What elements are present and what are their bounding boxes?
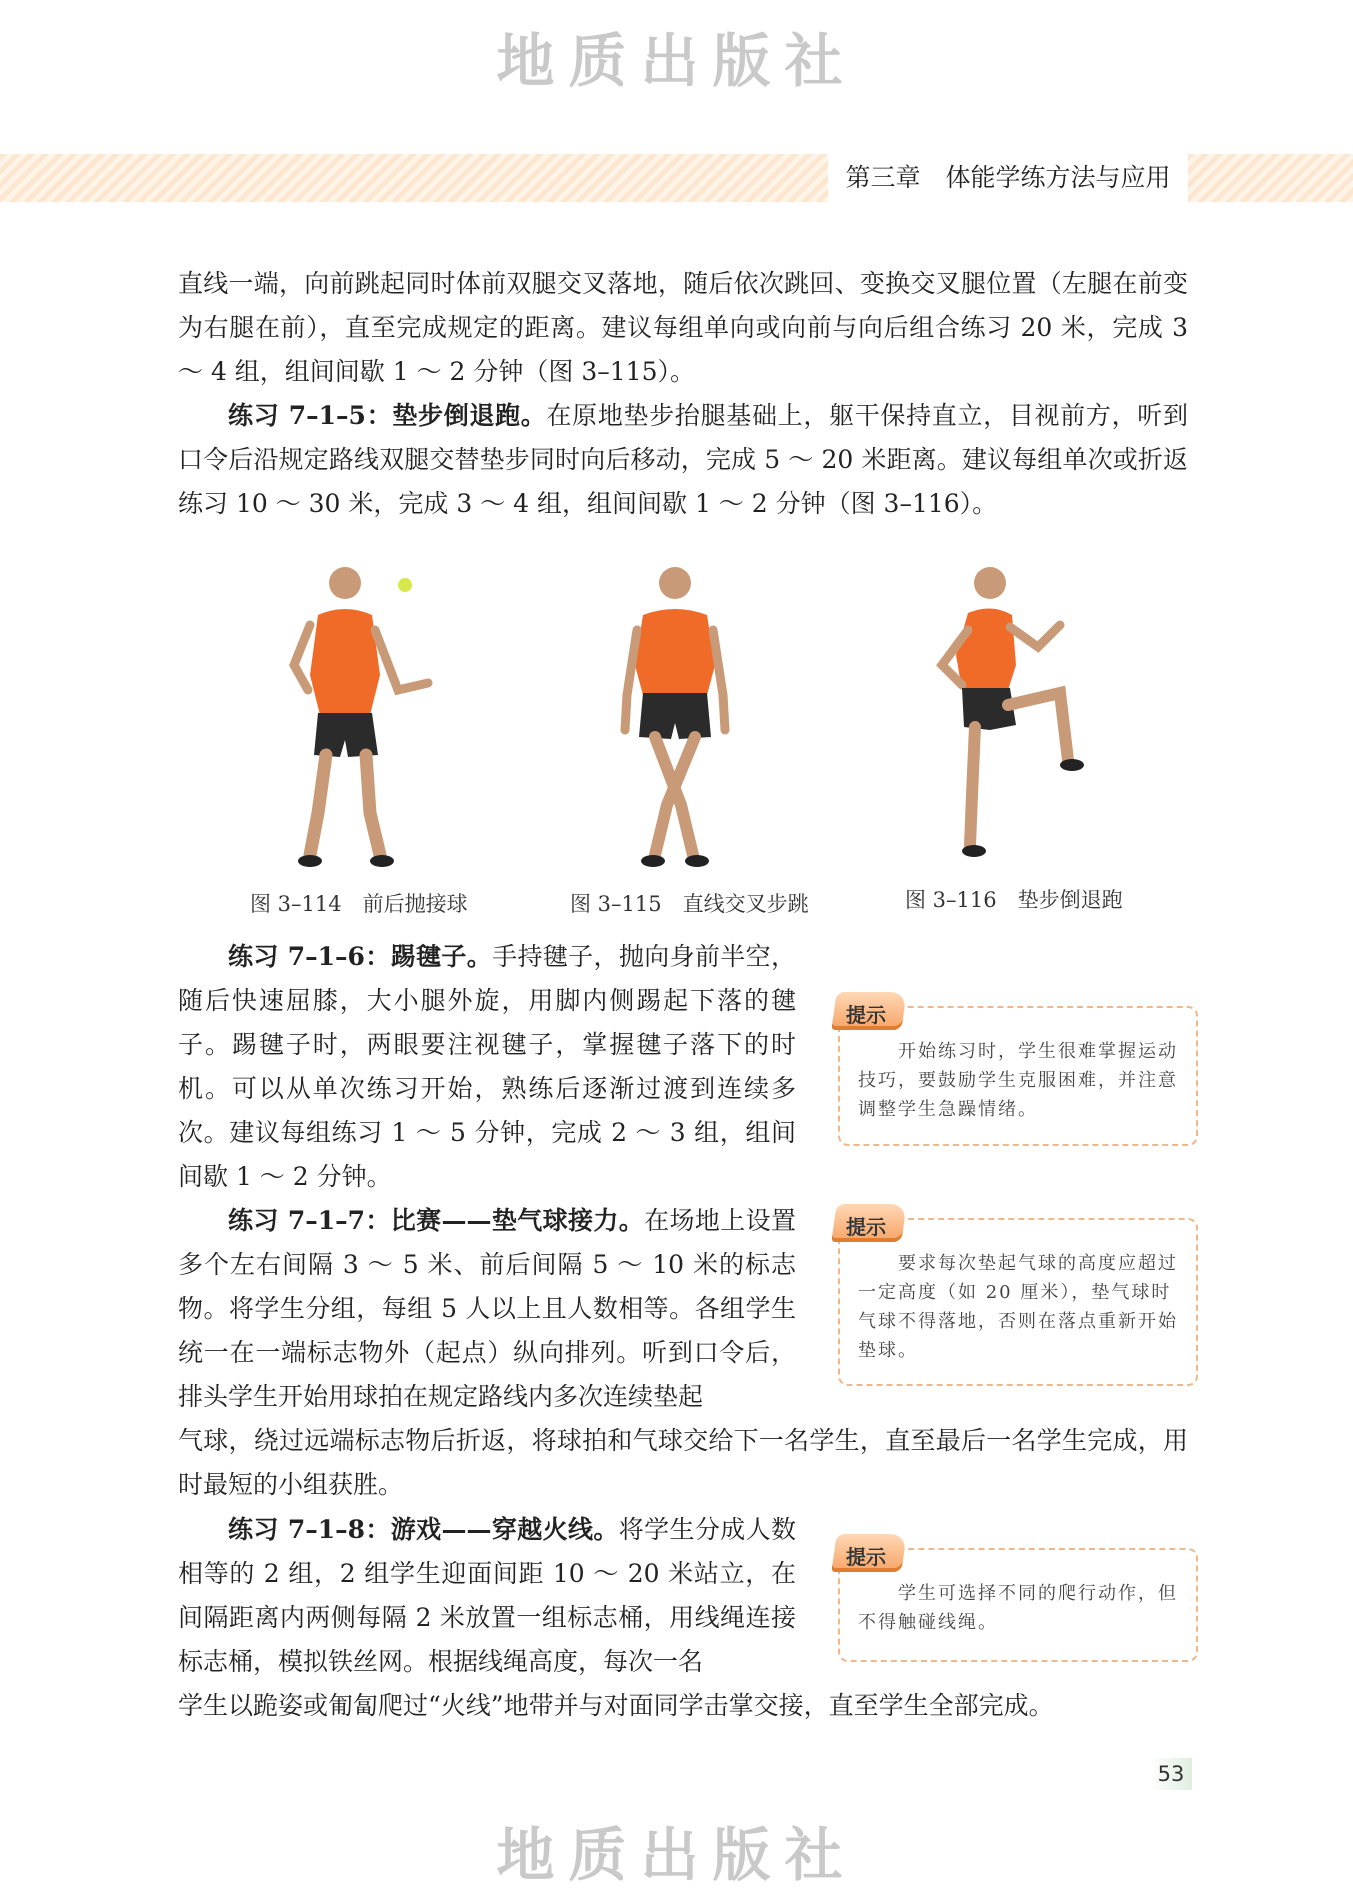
exercise-7-1-7 — [178, 1199, 796, 1419]
publisher-watermark-top: 地质出版社 — [496, 27, 857, 95]
page-number: 53 — [1150, 1758, 1192, 1790]
figure-3-114-caption: 图 3–114 前后抛接球 — [250, 892, 468, 916]
exercise-7-1-5-text: 在原地垫步抬腿基础上，躯干保持直立，目视前方，听到口令后沿规定路线双腿交替垫步同时向后移动，完成 5 ～ 20 米距离。建议每组单次或折返练习 10 ～ 30 米，完成 3 ～ 4 组，组间间歇 1 ～ 2 分钟（图 3–116）。 — [178, 401, 1188, 518]
exercise-7-1-6-text: 手持毽子，抛向身前半空，随后快速屈膝，大小腿外旋，用脚内侧踢起下落的毽子。踢毽子时，两眼要注视毽子，掌握毽子落下的时机。可以从单次练习开始，熟练后逐渐过渡到连续多次。建议每组练习 1 ～ 5 分钟，完成 2 ～ 3 组，组间间歇 1 ～ 2 分钟。 — [178, 942, 796, 1191]
exercise-7-1-7-continued: 气球，绕过远端标志物后折返，将球拍和气球交给下一名学生，直至最后一名学生完成，用时最短的小组获胜。 — [178, 1426, 1188, 1499]
tip-text-3: 学生可选择不同的爬行动作，但不得触碰线绳。 — [858, 1583, 1178, 1633]
figure-3-115-caption: 图 3–115 直线交叉步跳 — [570, 892, 809, 916]
figure-3-116-caption: 图 3–116 垫步倒退跑 — [905, 888, 1123, 912]
ball — [398, 578, 412, 592]
figure-3-114-photo — [280, 555, 460, 875]
exercise-7-1-5-label: 练习 7–1–5：垫步倒退跑。 — [228, 401, 547, 430]
tip-label-1: 提示 — [846, 1003, 886, 1027]
figure-3-115-photo — [615, 555, 735, 875]
exercise-7-1-6 — [178, 935, 796, 1199]
tip-text-1: 开始练习时，学生很难掌握运动技巧，要鼓励学生克服困难，并注意调整学生急躁情绪。 — [858, 1041, 1178, 1120]
exercise-7-1-5 — [178, 394, 1188, 526]
exercise-7-1-8-continued: 学生以跪姿或匍匐爬过“火线”地带并与对面同学击掌交接，直至学生全部完成。 — [178, 1691, 1054, 1720]
intro-paragraph: 直线一端，向前跳起同时体前双腿交叉落地，随后依次跳回、变换交叉腿位置（左腿在前变为右腿在前），直至完成规定的距离。建议每组单向或向前与向后组合练习 20 米，完成 3 ～ 4 组，组间间歇 1 ～ 2 分钟（图 3–115）。 — [178, 269, 1188, 386]
exercise-7-1-7-label: 练习 7–1–7：比赛——垫气球接力。 — [228, 1206, 645, 1235]
tip-label-3: 提示 — [846, 1545, 886, 1569]
exercise-7-1-8 — [178, 1508, 796, 1684]
publisher-watermark-bottom: 地质出版社 — [496, 1821, 857, 1889]
chapter-title: 第三章 体能学练方法与应用 — [828, 154, 1188, 202]
figure-3-116-photo — [920, 555, 1090, 865]
exercise-7-1-6-label: 练习 7–1–6：踢毽子。 — [228, 942, 493, 971]
tip-text-2: 要求每次垫起气球的高度应超过一定高度（如 20 厘米），垫气球时气球不得落地，否则在落点重新开始垫球。 — [858, 1253, 1178, 1361]
exercise-7-1-7-text: 在场地上设置多个左右间隔 3 ～ 5 米、前后间隔 5 ～ 10 米的标志物。将学生分组，每组 5 人以上且人数相等。各组学生统一在一端标志物外（起点）纵向排列。听到口令后，排头学生开始用球拍在规定路线内多次连续垫起 — [178, 1206, 796, 1411]
exercise-7-1-8-text: 将学生分成人数相等的 2 组，2 组学生迎面间距 10 ～ 20 米站立，在间隔距离内两侧每隔 2 米放置一组标志桶，用线绳连接标志桶，模拟铁丝网。根据线绳高度，每次一名 — [178, 1515, 796, 1676]
tip-label-2: 提示 — [846, 1215, 886, 1239]
exercise-7-1-8-label: 练习 7–1–8：游戏——穿越火线。 — [228, 1515, 619, 1544]
